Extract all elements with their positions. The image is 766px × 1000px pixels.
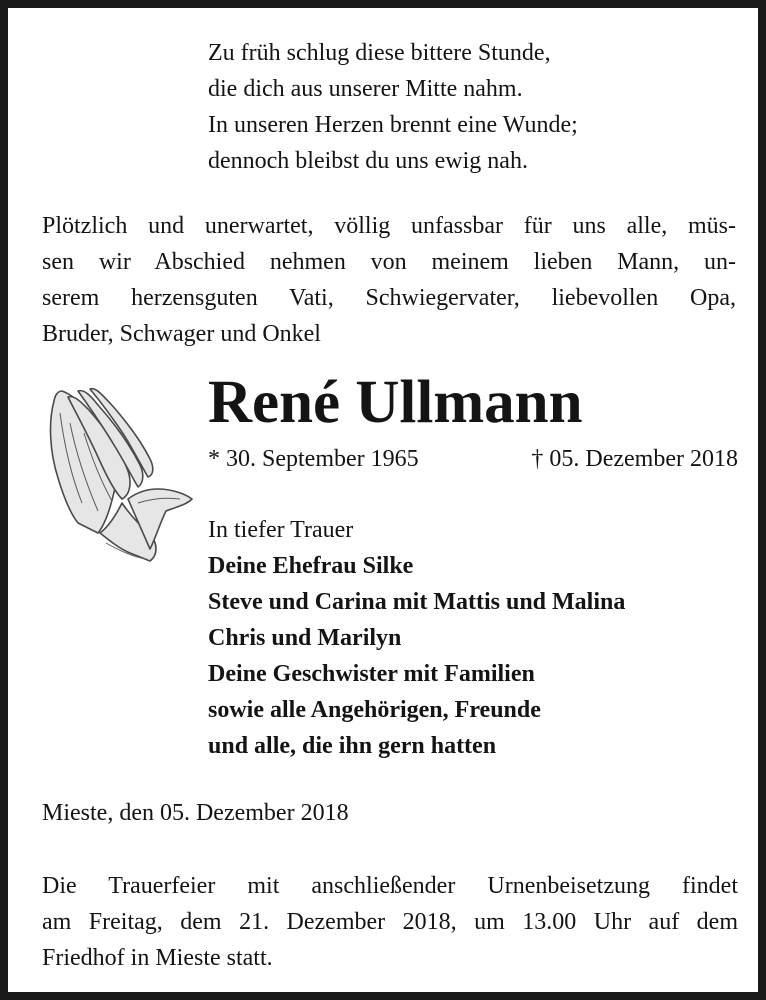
poem-line: Zu früh schlug diese bittere Stunde, [208,40,551,66]
mourner-line: Deine Geschwister mit Familien [208,661,535,687]
mourner-line: Chris und Marilyn [208,625,402,651]
place-date: Mieste, den 05. Dezember 2018 [42,800,349,826]
poem [208,35,578,179]
intro-line: serem herzensguten Vati, Schwiegervater, liebevollen Opa, [42,285,736,311]
mourner-line: Deine Ehefrau Silke [208,553,414,579]
intro-line: Bruder, Schwager und Onkel [42,321,321,347]
mourners-lead: In tiefer Trauer [208,517,354,543]
poem-line: In unseren Herzen brennt eine Wunde; [208,112,578,138]
death-date: † 05. Dezember 2018 [531,446,738,472]
poem-line: dennoch bleibst du uns ewig nah. [208,148,528,174]
life-dates [208,441,738,477]
poem-line: die dich aus unserer Mitte nahm. [208,76,523,102]
service-line: am Freitag, dem 21. Dezember 2018, um 13.00 Uhr auf dem [42,909,738,935]
mourner-line: und alle, die ihn gern hatten [208,733,497,759]
mourners [208,512,625,764]
mourner-line: Steve und Carina mit Mattis und Malina [208,589,626,615]
intro-line: Plötzlich und unerwartet, völlig unfassbar für uns alle, müs- [42,213,736,239]
mourner-line: sowie alle Angehörigen, Freunde [208,697,541,723]
intro-line: sen wir Abschied nehmen von meinem lieben Mann, un- [42,249,736,275]
deceased-name: René Ullmann [208,369,583,436]
praying-hands-icon [40,383,200,568]
service-line: Friedhof in Mieste statt. [42,945,273,971]
birth-date: * 30. September 1965 [208,446,419,472]
obituary-notice [8,8,758,992]
funeral-service-info [42,868,738,976]
service-line: Die Trauerfeier mit anschließender Urnenbeisetzung findet [42,873,738,899]
intro-text [42,208,736,352]
